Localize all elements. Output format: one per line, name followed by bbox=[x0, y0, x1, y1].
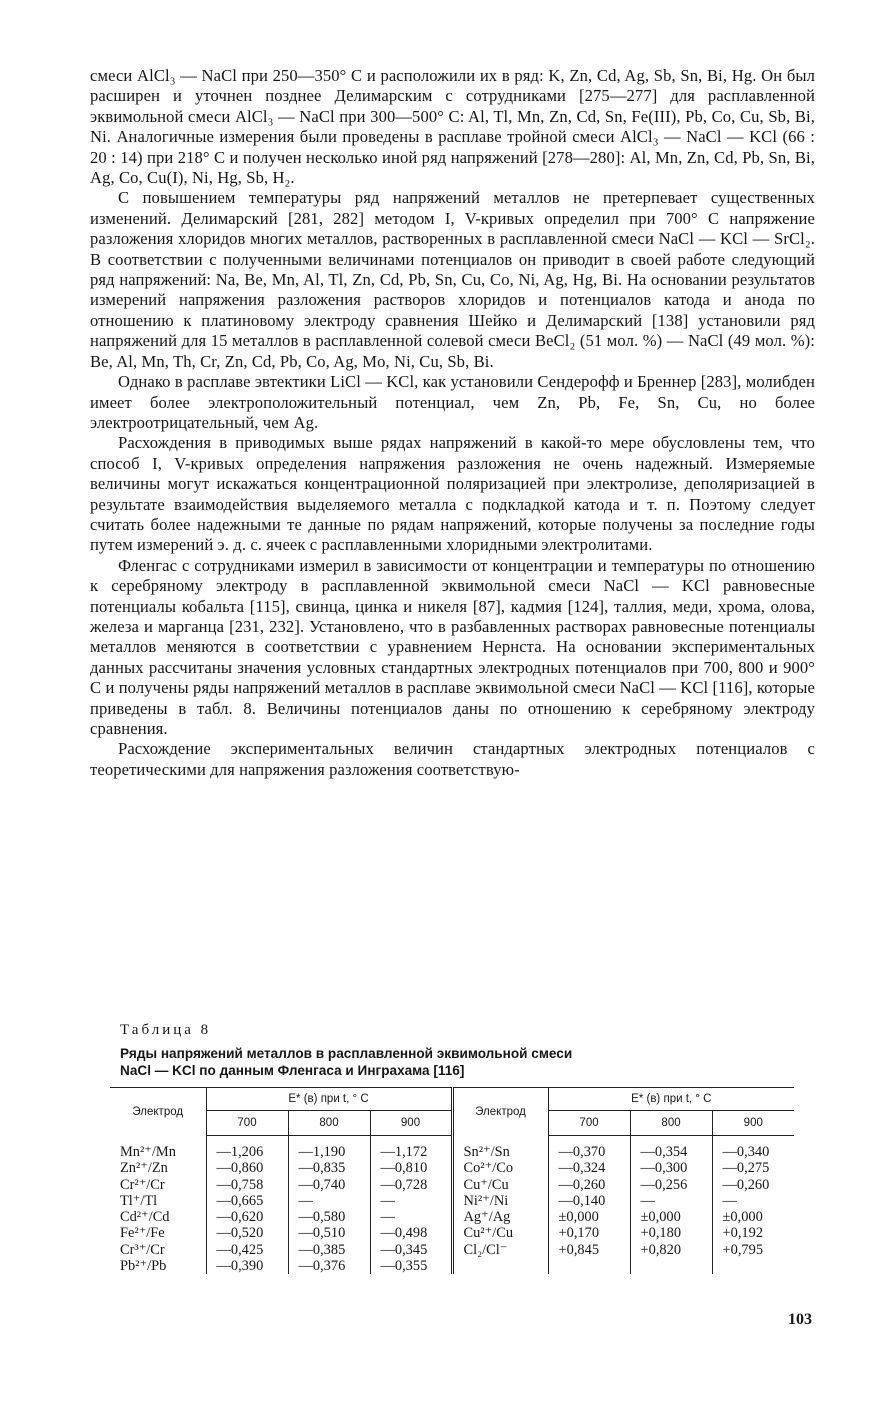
potential-cell: —0,275 bbox=[712, 1160, 794, 1176]
potential-cell: —0,345 bbox=[370, 1242, 452, 1258]
potential-cell: — bbox=[370, 1193, 452, 1209]
electrode-cell: Cr²⁺/Cr bbox=[120, 1176, 165, 1193]
header-temp: 800 bbox=[630, 1111, 712, 1136]
electrode-cell: Pb²⁺/Pb bbox=[120, 1258, 167, 1275]
paragraph: С повышением температуры ряд напряжений металлов не претерпевает существенных изменений. Делимарский [281, 282] методом I, V-кривых определил при 700° C напряжение разложения хлоридов многих металлов, растворенных в расплавленной смеси NaCl — KCl — SrCl₂. В соответствии с полученными величинами потенциалов он приводит в своей работе следующий ряд напряжений: Na, Be, Mn, Al, Tl, Zn, Cd, Pb, Sn, Cu, Co, Ni, Ag, Hg, Bi. На основании результатов измерений напряжения разложения растворов хлоридов и потенциалов катода и анода по отношению к платиновому электроду сравнения Шейко и Делимарский [138] установили ряд напряжений для 15 металлов в расплавленной солевой смеси BeCl₂ (51 мол. %) — NaCl (49 мол. %): Be, Al, Mn, Th, Cr, Zn, Cd, Pb, Co, Ag, Mo, Ni, Cu, Sb, Bi. bbox=[90, 188, 815, 371]
electrode-cell: Zn²⁺/Zn bbox=[120, 1160, 168, 1177]
potential-cell: —1,172 bbox=[370, 1136, 452, 1161]
electrode-cell: Sn²⁺/Sn bbox=[452, 1136, 548, 1161]
electrode-cell: Ag⁺/Ag bbox=[452, 1209, 548, 1225]
page-number: 103 bbox=[788, 1311, 812, 1328]
potentials-table bbox=[110, 1087, 794, 1274]
potential-cell: —0,758 bbox=[206, 1177, 288, 1193]
potential-cell: —0,510 bbox=[288, 1225, 370, 1241]
potential-cell: —0,340 bbox=[712, 1136, 794, 1161]
table-title-line: Ряды напряжений металлов в расплавленной эквимольной смеси bbox=[120, 1046, 573, 1061]
potential-cell: —0,385 bbox=[288, 1242, 370, 1258]
potential-cell: +0,795 bbox=[712, 1242, 794, 1258]
potential-cell: — bbox=[288, 1193, 370, 1209]
electrode-cell: Cl₂/Cl⁻ bbox=[452, 1242, 548, 1258]
potential-cell: —1,206 bbox=[206, 1136, 288, 1161]
header-electrode: Электрод bbox=[452, 1088, 548, 1136]
header-temp: 700 bbox=[548, 1111, 630, 1136]
header-temp: 800 bbox=[288, 1111, 370, 1136]
table-row bbox=[110, 1136, 794, 1161]
potential-cell: — bbox=[712, 1193, 794, 1209]
potential-cell: —0,620 bbox=[206, 1209, 288, 1225]
table-row bbox=[110, 1225, 794, 1241]
table-row bbox=[110, 1177, 794, 1193]
paragraph: Расхождение экспериментальных величин стандартных электродных потенциалов с теоретическими для напряжения разложения соответствую- bbox=[90, 739, 815, 779]
potential-cell: —0,728 bbox=[370, 1177, 452, 1193]
table-label: Таблица 8 bbox=[120, 1022, 212, 1038]
potential-cell: ±0,000 bbox=[548, 1209, 630, 1225]
electrode-cell: Cu²⁺/Cu bbox=[452, 1225, 548, 1241]
electrode-cell: Co²⁺/Co bbox=[452, 1160, 548, 1176]
potential-cell: —0,354 bbox=[630, 1136, 712, 1161]
table-row bbox=[110, 1242, 794, 1258]
table-row bbox=[110, 1193, 794, 1209]
header-potential-group: E* (в) при t, ° C bbox=[548, 1088, 794, 1111]
potential-cell: +0,845 bbox=[548, 1242, 630, 1258]
potential-cell: —0,256 bbox=[630, 1177, 712, 1193]
potential-cell: —0,324 bbox=[548, 1160, 630, 1176]
potential-cell: ±0,000 bbox=[630, 1209, 712, 1225]
electrode-cell: Cr³⁺/Cr bbox=[120, 1241, 165, 1258]
table-body bbox=[110, 1136, 794, 1275]
potential-cell: —0,370 bbox=[548, 1136, 630, 1161]
potential-cell: —0,860 bbox=[206, 1160, 288, 1176]
paragraph: Фленгас с сотрудниками измерил в зависимости от концентрации и температуры по отношению к серебряному электроду в расплавленной эквимольной смеси NaCl — KCl равновесные потенциалы кобальта [115], свинца, цинка и никеля [87], кадмия [124], таллия, меди, хрома, олова, железа и марганца [231, 232]. Установлено, что в разбавленных растворах равновесные потенциалы металлов меняются в соответствии с уравнением Нернста. На основании экспериментальных данных рассчитаны значения условных стандартных электродных потенциалов при 700, 800 и 900° C и получены ряды напряжений металлов в расплаве эквимольной смеси NaCl — KCl [116], которые приведены в табл. 8. Величины потенциалов даны по отношению к серебряному электроду сравнения. bbox=[90, 555, 815, 738]
paragraph: Однако в расплаве эвтектики LiCl — KCl, как установили Сендерофф и Бреннер [283], молибден имеет более электроположительный потенциал, чем Zn, Pb, Fe, Sn, Cu, но более электроотрицательный, чем Ag. bbox=[90, 372, 815, 432]
potential-cell: +0,192 bbox=[712, 1225, 794, 1241]
potential-cell: —0,260 bbox=[548, 1177, 630, 1193]
table-row bbox=[110, 1160, 794, 1176]
header-temp: 700 bbox=[206, 1111, 288, 1136]
potential-cell: —0,520 bbox=[206, 1225, 288, 1241]
header-temp: 900 bbox=[712, 1111, 794, 1136]
table-title-line: NaCl — KCl по данным Фленгаса и Инграхама [116] bbox=[120, 1062, 465, 1078]
header-temp: 900 bbox=[370, 1111, 452, 1136]
electrode-cell: Cu⁺/Cu bbox=[452, 1177, 548, 1193]
potential-cell: —0,580 bbox=[288, 1209, 370, 1225]
potential-cell: —0,425 bbox=[206, 1242, 288, 1258]
potential-cell bbox=[548, 1258, 630, 1274]
table-row bbox=[110, 1209, 794, 1225]
potential-cell: +0,820 bbox=[630, 1242, 712, 1258]
potential-cell: —0,740 bbox=[288, 1177, 370, 1193]
potential-cell: —1,190 bbox=[288, 1136, 370, 1161]
electrode-cell: Cd²⁺/Cd bbox=[120, 1209, 170, 1226]
table-row bbox=[110, 1258, 794, 1274]
electrode-cell bbox=[452, 1258, 548, 1274]
potential-cell bbox=[630, 1258, 712, 1274]
potential-cell: +0,180 bbox=[630, 1225, 712, 1241]
potential-cell: —0,260 bbox=[712, 1177, 794, 1193]
potential-cell: — bbox=[630, 1193, 712, 1209]
electrode-cell: Mn²⁺/Mn bbox=[120, 1143, 176, 1160]
potential-cell: +0,170 bbox=[548, 1225, 630, 1241]
potential-cell: — bbox=[370, 1209, 452, 1225]
table-title bbox=[120, 1046, 760, 1079]
potential-cell: ±0,000 bbox=[712, 1209, 794, 1225]
potential-cell: —0,665 bbox=[206, 1193, 288, 1209]
potential-cell: —0,835 bbox=[288, 1160, 370, 1176]
potential-cell: —0,810 bbox=[370, 1160, 452, 1176]
potential-cell: —0,498 bbox=[370, 1225, 452, 1241]
potential-cell: —0,300 bbox=[630, 1160, 712, 1176]
potential-cell: —0,355 bbox=[370, 1258, 452, 1274]
potential-cell: —0,140 bbox=[548, 1193, 630, 1209]
electrode-cell: Tl⁺/Tl bbox=[120, 1192, 158, 1209]
paragraph: Расхождения в приводимых выше рядах напряжений в какой-то мере обусловлены тем, что способ I, V-кривых определения напряжения разложения не очень надежный. Измеряемые величины могут искажаться концентрационной поляризацией при электролизе, деполяризацией в результате взаимодействия выделяемого металла с подкладкой катода и т. п. Поэтому следует считать более надежными те данные по рядам напряжений, которые получены за последние годы путем измерений э. д. с. ячеек с расплавленными хлоридными электролитами. bbox=[90, 433, 815, 555]
potential-cell: —0,376 bbox=[288, 1258, 370, 1274]
electrode-cell: Fe²⁺/Fe bbox=[120, 1225, 165, 1242]
header-potential-group: E* (в) при t, ° C bbox=[206, 1088, 452, 1111]
potential-cell: —0,390 bbox=[206, 1258, 288, 1274]
body-text bbox=[90, 66, 815, 780]
paragraph: смеси AlCl₃ — NaCl при 250—350° C и расположили их в ряд: K, Zn, Cd, Ag, Sb, Sn, Bi, Hg. Он был расширен и уточнен позднее Делимарским с сотрудниками [275—277] для расплавленной эквимольной смеси AlCl₃ — NaCl при 300—500° C: Al, Tl, Mn, Zn, Cd, Sn, Fe(III), Pb, Co, Cu, Sb, Bi, Ni. Аналогичные измерения были проведены в расплаве тройной смеси AlCl₃ — NaCl — KCl (66 : 20 : 14) при 218° C и получен несколько иной ряд напряжений [278—280]: Al, Mn, Zn, Cd, Pb, Sn, Bi, Ag, Co, Cu(I), Ni, Hg, Sb, H₂. bbox=[90, 66, 815, 188]
electrode-cell: Ni²⁺/Ni bbox=[452, 1193, 548, 1209]
header-electrode: Электрод bbox=[110, 1088, 206, 1136]
potential-cell bbox=[712, 1258, 794, 1274]
